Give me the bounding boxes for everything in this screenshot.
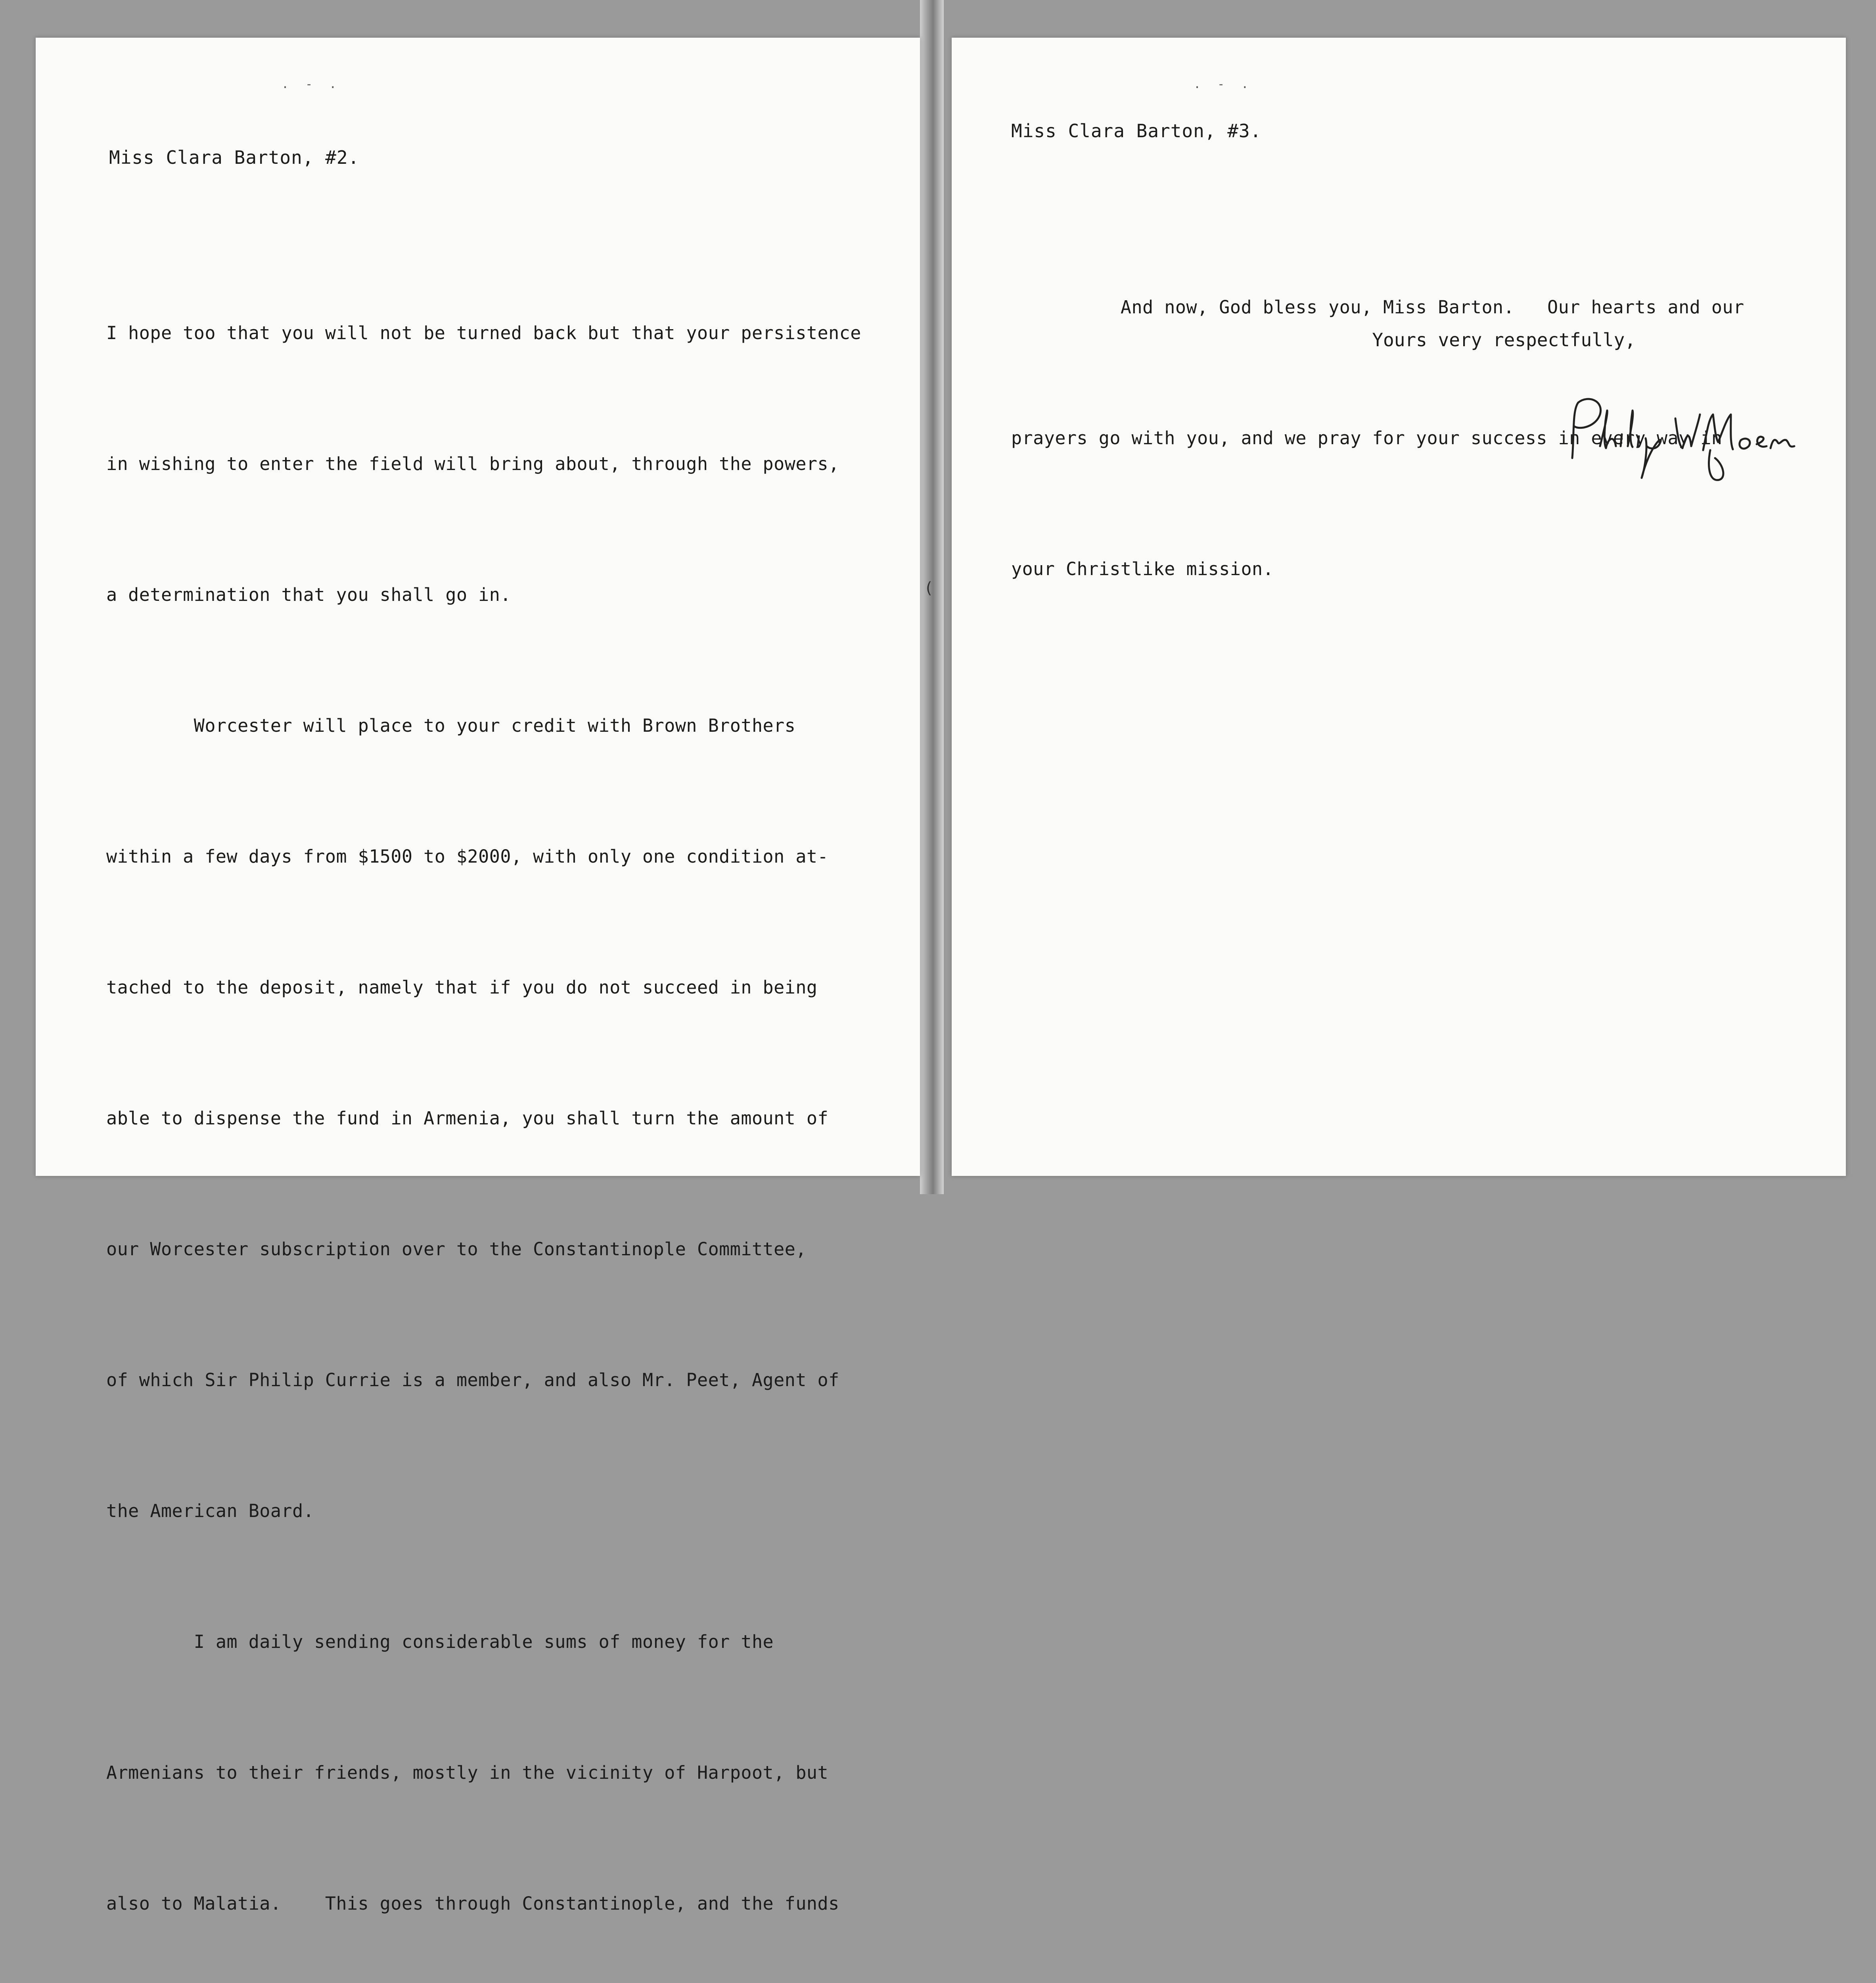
margin-mark: ( bbox=[924, 579, 934, 597]
body-line: able to dispense the fund in Armenia, you shall turn the amount of bbox=[106, 1108, 829, 1129]
page-mark: . - . bbox=[1194, 77, 1253, 91]
handwritten-signature bbox=[1556, 387, 1802, 486]
closing-salutation: Yours very respectfully, bbox=[1372, 329, 1636, 351]
body-line: Armenians to their friends, mostly in the vicinity of Harpoot, but bbox=[106, 1762, 829, 1783]
body-line: the American Board. bbox=[106, 1500, 314, 1521]
body-line: I hope too that you will not be turned back but that your persistence bbox=[106, 322, 861, 343]
body-line: in wishing to enter the field will bring about, through the powers, bbox=[106, 453, 839, 474]
body-line: your Christlike mission. bbox=[1011, 558, 1274, 579]
page-heading: Miss Clara Barton, #2. bbox=[109, 147, 360, 168]
body-line: And now, God bless you, Miss Barton. Our hearts and our bbox=[1011, 297, 1744, 318]
body-line: a determination that you shall go in. bbox=[106, 584, 511, 605]
body-line: within a few days from $1500 to $2000, with only one condition at- bbox=[106, 846, 829, 867]
letter-page-2 bbox=[36, 38, 920, 1914]
letter-body bbox=[106, 224, 861, 1983]
page-heading: Miss Clara Barton, #3. bbox=[1011, 120, 1262, 142]
body-line: Worcester will place to your credit with Brown Brothers bbox=[106, 715, 796, 736]
letter-page-3 bbox=[952, 38, 1846, 1176]
page-mark: . - . bbox=[282, 77, 341, 91]
body-line: prayers go with you, and we pray for your success in every way in bbox=[1011, 428, 1723, 449]
body-line: our Worcester subscription over to the Constantinople Committee, bbox=[106, 1239, 807, 1260]
body-line: I am daily sending considerable sums of money for the bbox=[106, 1631, 774, 1652]
body-line: of which Sir Philip Currie is a member, and also Mr. Peet, Agent of bbox=[106, 1369, 839, 1390]
body-line: also to Malatia. This goes through Constantinople, and the funds bbox=[106, 1893, 839, 1914]
body-line: tached to the deposit, namely that if you do not succeed in being bbox=[106, 977, 818, 998]
